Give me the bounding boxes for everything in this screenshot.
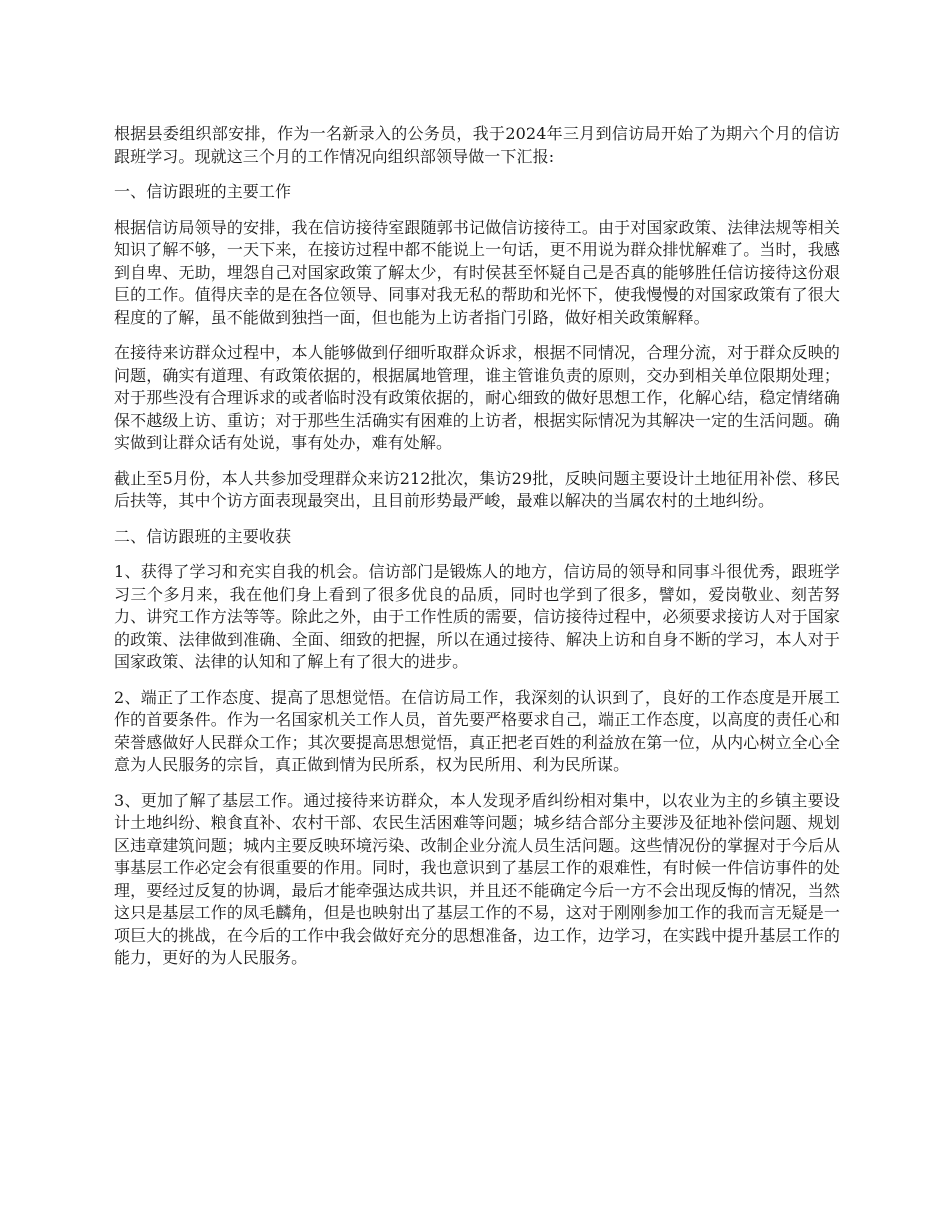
paragraph-reception-work: 根据信访局领导的安排，我在信访接待室跟随郭书记做信访接待工。由于对国家政策、法律法规等相关知识了解不够，一天下来，在接访过程中都不能说上一句话，更不用说为群众排忧解难了。当时，我感到自卑、无助，埋怨自己对国家政策了解太少，有时侯甚至怀疑自己是否真的能够胜任信访接待这份艰巨的工作。值得庆幸的是在各位领导、同事对我无私的帮助和光怀下，使我慢慢的对国家政策有了很大程度的了解，虽不能做到独挡一面，但也能为上访者指门引路，做好相关政策解释。 — [114, 217, 840, 327]
document-body — [114, 123, 840, 983]
paragraph-statistics: 截止至5月份，本人共参加受理群众来访212批次，集访29批，反映问题主要设计土地征用补偿、移民后扶等，其中个访方面表现最突出，且目前形势最严峻，最难以解决的当属农村的土地纠纷。 — [114, 468, 840, 510]
intro-paragraph: 根据县委组织部安排，作为一名新录入的公务员，我于2024年三月到信访局开始了为期六个月的信访跟班学习。现就这三个月的工作情况向组织部领导做一下汇报: — [114, 124, 840, 166]
section-heading-main-gains: 二、信访跟班的主要收获 — [114, 526, 292, 546]
section-heading-main-work: 一、信访跟班的主要工作 — [114, 182, 292, 201]
paragraph-gain-attitude: 2、端正了工作态度、提高了思想觉悟。在信访局工作，我深刻的认识到了，良好的工作态度是开展工作的首要条件。作为一名国家机关工作人员，首先要严格要求自己，端正工作态度，以高度的责任心和荣誉感做好人民群众工作；其次要提高思想觉悟，真正把老百姓的利益放在第一位，从内心树立全心全意为人民服务的宗旨，真正做到情为民所系，权为民所用、利为民所谋。 — [114, 687, 840, 774]
paragraph-gain-learning: 1、获得了学习和充实自我的机会。信访部门是锻炼人的地方，信访局的领导和同事斗很优秀，跟班学习三个多月来，我在他们身上看到了很多优良的品质，同时也学到了很多，譬如，爱岗敬业、刻苦努力、讲究工作方法等等。除此之外，由于工作性质的需要，信访接待过程中，必须要求接访人对于国家的政策、法律做到准确、全面、细致的把握，所以在通过接待、解决上访和自身不断的学习，本人对于国家政策、法律的认知和了解上有了很大的进步。 — [114, 562, 840, 671]
paragraph-handling-visitors: 在接待来访群众过程中，本人能够做到仔细听取群众诉求，根据不同情况，合理分流，对于群众反映的问题，确实有道理、有政策依据的，根据属地管理，谁主管谁负责的原则，交办到相关单位限期处理；对于那些没有合理诉求的或者临时没有政策依据的，耐心细致的做好思想工作，化解心结，稳定情绪确保不越级上访、重访；对于那些生活确实有困难的上访者，根据实际情况为其解决一定的生活问题。确实做到让群众话有处说，事有处办，难有处解。 — [114, 343, 840, 452]
paragraph-gain-grassroots: 3、更加了解了基层工作。通过接待来访群众，本人发现矛盾纠纷相对集中，以农业为主的乡镇主要设计土地纠纷、粮食直补、农村干部、农民生活困难等问题；城乡结合部分主要涉及征地补偿问题、规划区违章建筑问题；城内主要反映环境污染、改制企业分流人员生活问题。这些情况份的掌握对于今后从事基层工作必定会有很重要的作用。同时，我也意识到了基层工作的艰难性，有时候一件信访事件的处理，要经过反复的协调，最后才能牵强达成共识，并且还不能确定今后一方不会出现反悔的情况，当然这只是基层工作的凤毛麟角，但是也映射出了基层工作的不易，这对于刚刚参加工作的我而言无疑是一项巨大的挑战，在今后的工作中我会做好充分的思想准备，边工作，边学习，在实践中提升基层工作的能力，更好的为人民服务。 — [114, 790, 840, 967]
